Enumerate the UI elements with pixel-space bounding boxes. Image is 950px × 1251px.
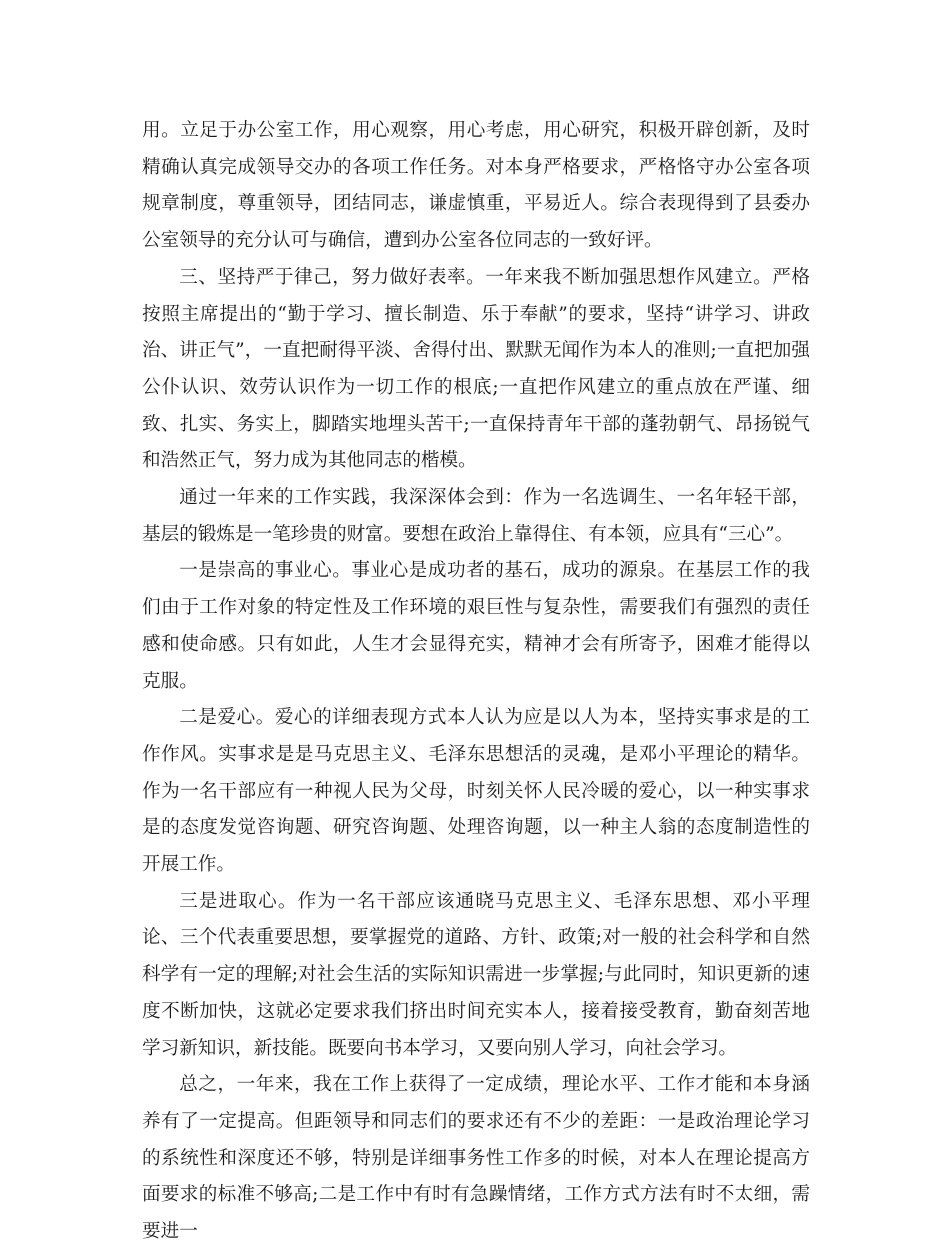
document-body [142,113,810,1251]
paragraph-enterprising-heart: 三是进取心。作为一名干部应该通晓马克思主义、毛泽东思想、邓小平理论、三个代表重要思想，要掌握党的道路、方针、政策;对一般的社会科学和自然科学有一定的理解;对社会生活的实际知识需进一步掌握;与此同时，知识更新的速度不断加快，这就必定要求我们挤出时间充实本人，接着接受教育，勤奋刻苦地学习新知识，新技能。既要向书本学习，又要向别人学习，向社会学习。 [142,890,810,1059]
paragraph-three-hearts-intro: 通过一年来的工作实践，我深深体会到：作为一名选调生、一名年轻干部，基层的锻炼是一笔珍贵的财富。要想在政治上靠得住、有本领，应具有“三心”。 [142,487,810,545]
paragraph-continuation: 用。立足于办公室工作，用心观察，用心考虑，用心研究，积极开辟创新，及时精确认真完成领导交办的各项工作任务。对本身严格要求，严格恪守办公室各项规章制度，尊重领导，团结同志，谦虚慎重，平易近人。综合表现得到了县委办公室领导的充分认可与确信，遭到办公室各位同志的一致好评。 [142,120,810,252]
paragraph-love-heart: 二是爱心。爱心的详细表现方式本人认为应是以人为本，坚持实事求是的工作作风。实事求是是马克思主义、毛泽东思想活的灵魂，是邓小平理论的精华。作为一名干部应有一种视人民为父母，时刻关怀人民冷暖的爱心，以一种实事求是的态度发觉咨询题、研究咨询题、处理咨询题，以一种主人翁的态度制造性的开展工作。 [142,707,810,876]
paragraph-career-heart: 一是崇高的事业心。事业心是成功者的基石，成功的源泉。在基层工作的我们由于工作对象的特定性及工作环境的艰巨性与复杂性，需要我们有强烈的责任感和使命感。只有如此，人生才会显得充实，精神才会有所寄予，困难才能得以克服。 [142,560,810,692]
paragraph-self-discipline: 三、坚持严于律己，努力做好表率。一年来我不断加强思想作风建立。严格按照主席提出的“勤于学习、擅长制造、乐于奉献”的要求，坚持“讲学习、讲政治、讲正气”，一直把耐得平淡、舍得付出、默默无闻作为本人的准则;一直把加强公仆认识、效劳认识作为一切工作的根底;一直把作风建立的重点放在严谨、细致、扎实、务实上，脚踏实地埋头苦干;一直保持青年干部的蓬勃朝气、昂扬锐气和浩然正气，努力成为其他同志的楷模。 [142,266,810,472]
paragraph-summary: 总之，一年来，我在工作上获得了一定成绩，理论水平、工作才能和本身涵养有了一定提高。但距领导和同志们的要求还有不少的差距：一是政治理论学习的系统性和深度还不够，特别是详细事务性工作多的时候，对本人在理论提高方面要求的标准不够高;二是工作中有时有急躁情绪，工作方式方法有时不太细，需要进一 [142,1074,810,1243]
